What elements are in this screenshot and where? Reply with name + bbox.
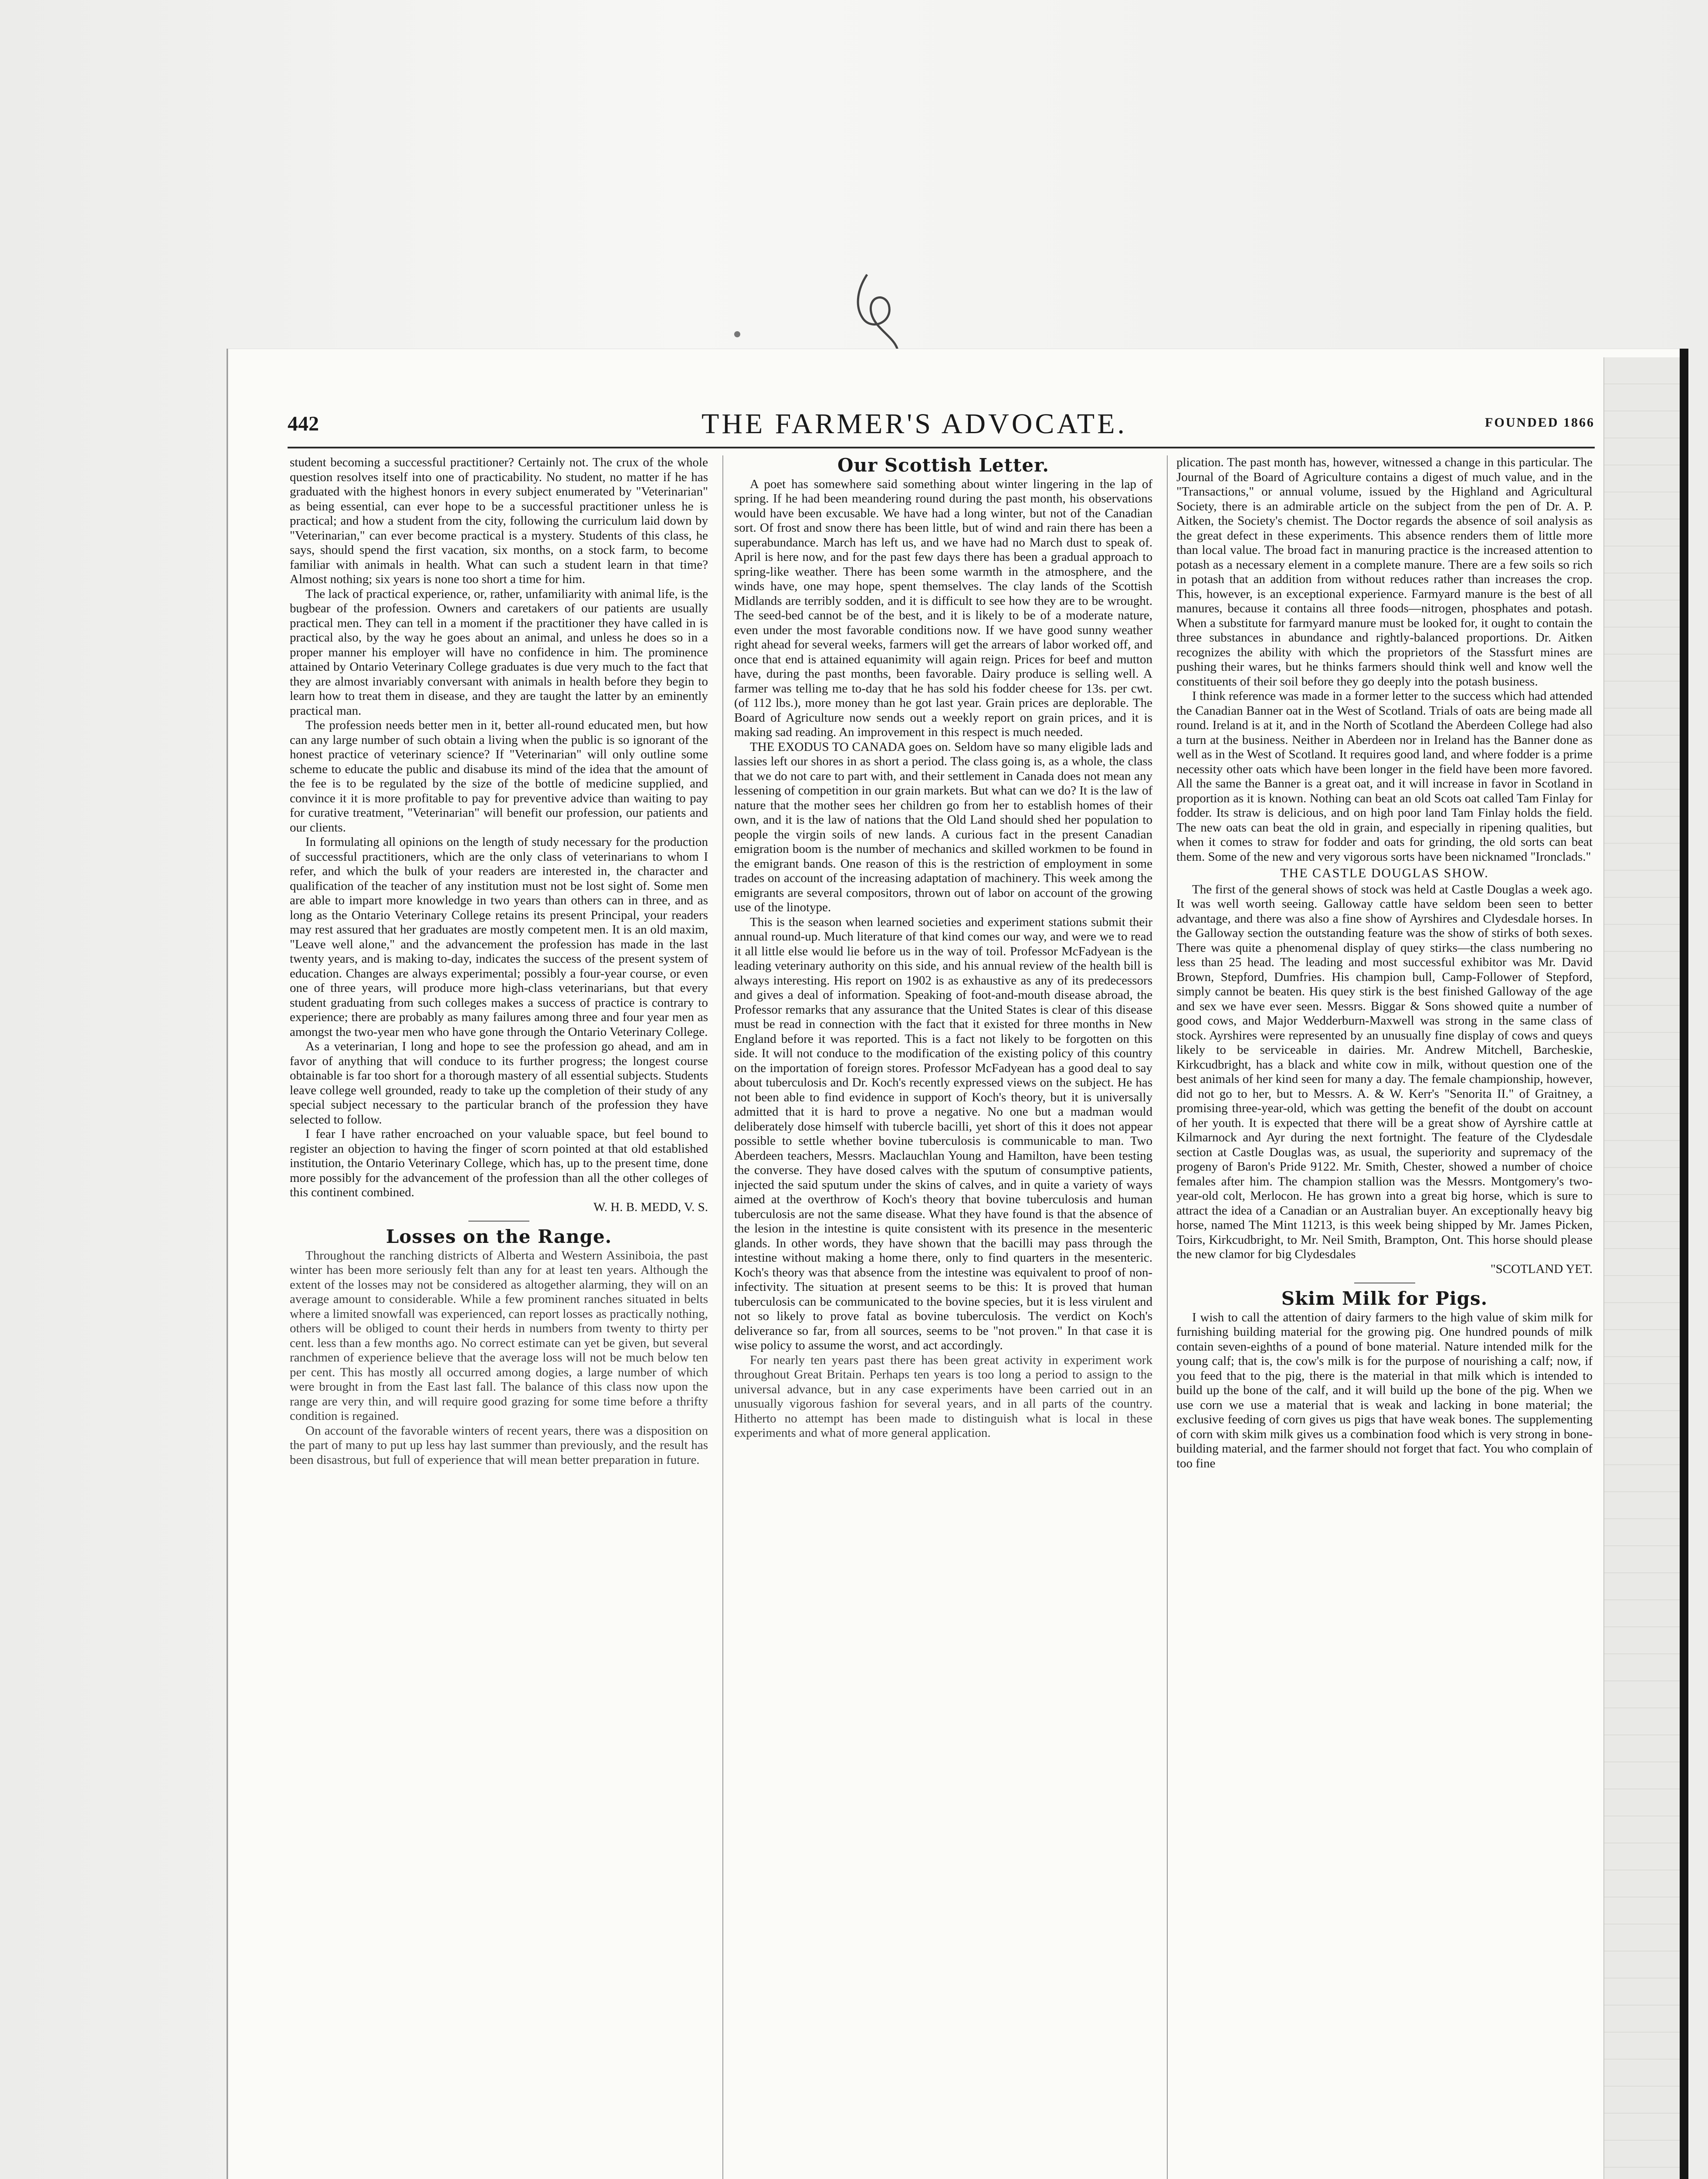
paragraph: This is the season when learned societies and experiment stations submit their annual round-up. Much literature of that kind comes our way, and were we to read it all little else would lie before us in the way of toil. Professor McFadyean is the leading veterinary authority on this side, and his annual review of the health bill is always interesting. His report on 1902 is as exhaustive as any of its predecessors and gives a deal of information. Speaking of foot-and-mouth disease abroad, the Professor remarks that any assurance that the United States is clear of this disease must be read in connection with the fact that it existed for three months in New England before it was reported. This is a fact not likely to be forgotten on this side. It will not conduce to the modification of the existing policy of this country on the importation of foreign stores. Professor McFadyean has a good deal to say about tuberculosis and Dr. Koch's recently expressed views on the subject. He has not been able to find evidence in support of Koch's theory, but it is universally admitted that it is hard to prove a negative. No one but a madman would deliberately dose himself with tubercle bacilli, yet short of this it does not appear possible to settle whether bovine tuberculosis is communicable to man. Two Aberdeen teachers, Messrs. Maclauchlan Young and Hamilton, have been testing the converse. They have dosed calves with the sputum of consumptive patients, injected the said sputum under the skins of calves, and in quite a variety of ways aimed at the overthrow of Koch's theory that bovine tuberculosis and human tuberculosis are not the same disease. What they have found is that the absence of the lesion in the intestine is quite consistent with its presence in the mesenteric glands. In other words, they have shown that the bacilli may pass through the intestine without making a home there, only to find quarters in the mesenteric. Koch's theory was that absence from the intestine was equivalent to proof of non-infectivity. The situation at present seems to be this: It is proved that human tuberculosis can be communicated to the bovine species, but it is less virulent and not so likely to prove fatal as bovine tuberculosis. The verdict on Koch's deliverance so far, from all sources, seems to be "not proven." In that case it is wise policy to assume the worst, and act accordingly. — [734, 915, 1152, 1352]
author-signature: W. H. B. MEDD, V. S. — [593, 1200, 708, 1214]
ink-dot — [734, 331, 740, 337]
article-title-scottish-letter: Our Scottish Letter. — [837, 455, 1050, 476]
paragraph: As a veterinarian, I long and hope to see the profession go ahead, and am in favor of anything that will conduce to its further progress; the longest course obtainable is far too short for a thorough mastery of all essential subjects. Students leave college well grounded, ready to take up the completion of their study of any special subject necessary to the particular branch of the profession they have selected to follow. — [290, 1039, 708, 1127]
author-signature: "SCOTLAND YET. — [1490, 1262, 1593, 1276]
paragraph: Throughout the ranching districts of Alberta and Western Assiniboia, the past winter has been more seriously felt than any for at least ten years. Although the extent of the losses may not be considered as altogether alarming, they will on an average amount to considerable. While a few prominent ranches situated in belts where a limited snowfall was experienced, can report losses as practically nothing, others will be obliged to count their herds in numbers from twenty to thirty per cent. less than a few months ago. No correct estimate can yet be given, but several ranchmen of experience believe that the average loss will not be much below ten per cent. This has mostly all occurred among dogies, a large number of which were brought in from the East last fall. The balance of this class now upon the range are very thin, and will require good grazing for some time before a thrifty condition is regained. — [290, 1248, 708, 1423]
page-header — [288, 407, 1595, 442]
paragraph: The lack of practical experience, or, rather, unfamiliarity with animal life, is the bugbear of the profession. Owners and caretakers of our patients are usually practical men. They can tell in a moment if the practitioner they have called in is practical also, by the way he goes about an animal, and unless he does so in a proper manner his employer will have no confidence in him. The prominence attained by Ontario Veterinary College graduates is due very much to the fact that they are almost invariably conversant with animals in health before they begin to learn how to treat them in disease, and they are taught the latter by an eminently practical man. — [290, 587, 708, 718]
founded-label: FOUNDED 1866 — [1485, 415, 1595, 430]
page-number: 442 — [288, 412, 319, 435]
article-title-skim-milk: Skim Milk for Pigs. — [1281, 1288, 1488, 1309]
paragraph: I wish to call the attention of dairy farmers to the high value of skim milk for furnishing building material for the growing pig. One hundred pounds of milk contain seven-eighths of a pound of bone material. Nature intended milk for the young calf; that is, the cow's milk is for the purpose of nourishing a calf; now, if you feed that to the pig, there is the material in that milk which is intended to build up the bone of the calf, and it will build up the bone of the pig. When we use corn we use a material that is weak and lacking in bone material; the exclusive feeding of corn gives us pigs that have weak bones. The supplementing of corn with skim milk gives us a combination food which is very strong in bone-building material, and the farmer should not forget that fact. You who complain of too fine — [1176, 1310, 1593, 1470]
column-2 — [734, 455, 1152, 2179]
column-1 — [290, 455, 708, 2179]
paragraph: The first of the general shows of stock was held at Castle Douglas a week ago. It was well worth seeing. Galloway cattle have seldom been seen to better advantage, and there was also a fine show of Ayrshires and Clydesdale horses. In the Galloway section the outstanding feature was the show of stirks of both sexes. There was quite a phenomenal display of quey stirks—the class numbering no less than 25 head. The leading and most successful exhibitor was Mr. David Brown, Stepford, Dumfries. His champion bull, Camp-Follower of Stepford, simply cannot be beaten. His quey stirk is the best finished Galloway of the age and sex we have ever seen. Messrs. Biggar & Sons showed quite a number of good cows, and Major Wedderburn-Maxwell was strong in the same class of stock. Ayrshires were represented by an unusually fine display of cows and queys likely to be serviceable in dairies. Mr. Andrew Mitchell, Barcheskie, Kirkcudbright, has a black and white cow in milk, without question one of the best animals of her kind seen for many a day. The female championship, however, did not go to her, but to Messrs. A. & W. Kerr's "Senorita II." of Graitney, a promising three-year-old, which was getting the benefit of the doubt on account of her youth. It is expected that there will be a great show of Ayrshire cattle at Kilmarnock and Ayr during the next fortnight. The feature of the Clydesdale section at Castle Douglas was, as usual, the superiority and supremacy of the progeny of Baron's Pride 9122. Mr. Smith, Chester, showed a number of choice females after him. The champion stallion was the Messrs. Montgomery's two-year-old colt, Merlocon. He has grown into a great big horse, which is sure to attract the idea of a Canadian or an Australian buyer. An exceptionally heavy big horse, named The Mint 11213, is this week being shipped by Mr. James Picken, Toirs, Kirkcudbright, to Mr. Neil Smith, Brampton, Ont. This horse should please the new clamor for big Clydesdales — [1176, 882, 1593, 1261]
paragraph: The profession needs better men in it, better all-round educated men, but how can any large number of such obtain a living when the public is so ignorant of the honest practice of veterinary science? If "Veterinarian" will only outline some scheme to educate the public and disabuse its mind of the idea that the amount of the fee is to be regulated by the size of the bottle of medicine supplied, and convince it it is more profitable to pay for preventive advice than waiting to pay for curative treatment, "Veterinarian" will benefit our profession, our patients and our clients. — [290, 718, 708, 835]
binding-edge — [1680, 349, 1688, 2179]
column-3 — [1176, 455, 1593, 2179]
adjacent-page-edge — [1603, 357, 1687, 2179]
paragraph: A poet has somewhere said something about winter lingering in the lap of spring. If he had been meandering round during the past month, his observations would have been excusable. We have had a long winter, but not of the Canadian sort. Of frost and snow there has been little, but of wind and rain there has been a superabundance. March has left us, and we have had no March dust to speak of. April is here now, and for the past few days there has been a gradual approach to spring-like weather. There has been some warmth in the atmosphere, and the winds have, one may hope, spent themselves. The clay lands of the Scottish Midlands are terribly sodden, and it is difficult to see how they are to be wrought. The seed-bed cannot be of the best, and it is likely to be of a moderate nature, even under the most favorable conditions now. If we have good sunny weather right ahead for several weeks, farmers will get the arrears of labor worked off, and once that end is attained equanimity will again reign. Prices for beef and mutton have, during the past months, been favorable. Dairy produce is selling well. A farmer was telling me to-day that he has sold his fodder cheese for 13s. per cwt. (of 112 lbs.), more money than he got last year. Grain prices are deplorable. The Board of Agriculture now sends out a weekly report on grain prices, and it is making sad reading. An improvement in this respect is much needed. — [734, 477, 1152, 739]
article-title-losses: Losses on the Range. — [386, 1226, 612, 1247]
paragraph: I fear I have rather encroached on your valuable space, but feel bound to register an objection to having the finger of scorn pointed at that old established institution, the Ontario Veterinary College, which has, up to the present time, done more possibly for the advancement of the profession than all the other colleges of this continent combined. — [290, 1127, 708, 1199]
paragraph: THE EXODUS TO CANADA goes on. Seldom have so many eligible lads and lassies left our shores in as short a period. The class going is, as a whole, the class that we do not care to part with, and their settlement in Canada does not mean any lessening of competition in our grain markets. But what can we do? It is the law of nature that the mother sees her children go from her to establish homes of their own, and it is the law of nations that the Old Land should shed her population to people the virgin soils of new lands. A curious fact in the present Canadian emigration boom is the number of mechanics and skilled workmen to be found in the emigrant bands. One reason of this is the restriction of employment in some trades on account of the increasing adaptation of machinery. This week among the emigrants are several compositors, thrown out of labor on account of the growing use of the linotype. — [734, 740, 1152, 914]
paragraph: For nearly ten years past there has been great activity in experiment work throughout Great Britain. Perhaps ten years is too long a period to assign to the universal advance, but in any case experiments have been carried out in an unusually vigorous fashion for several years, and in all parts of the country. Hitherto no attempt has been made to distinguish what is local in these experiments and what of more general application. — [734, 1353, 1152, 1440]
paragraph: plication. The past month has, however, witnessed a change in this particular. The Journal of the Board of Agriculture contains a digest of much value, and in the "Transactions," or annual volume, issued by the Highland and Agricultural Society, there is an admirable article on the subject from the pen of Dr. A. P. Aitken, the Society's chemist. The Doctor regards the absence of soil analysis as the great defect in these experiments. This absence renders them of little more than local value. The broad fact in manuring practice is the increased attention to potash as a necessary element in a complete manure. There are a few soils so rich in potash that an addition from without reduces rather than increases the crop. This, however, is an exceptional experience. Farmyard manure is the best of all manures, because it contains all three foods—nitrogen, phosphates and potash. When a substitute for farmyard manure must be looked for, it ought to contain the three substances in abundance and rightly-balanced proportions. Dr. Aitken recognizes the ability with which the proprietors of the Stassfurt mines are pushing their wares, but he thinks farmers should think well and know well the constituents of their soil before they go deeply into the potash business. — [1176, 455, 1593, 689]
paragraph: I think reference was made in a former letter to the success which had attended the Canadian Banner oat in the West of Scotland. Trials of oats are being made all round. Ireland is at it, and in the North of Scotland the Aberdeen College had also a turn at the business. Neither in Aberdeen nor in Ireland has the Banner done as well as in the West of Scotland. It requires good land, and where fodder is a prime necessity other oats which have been longer in the field have been more favored. All the same the Banner is a great oat, and it will increase in favor in Scotland in proportion as it is known. Nothing can beat an old Scots oat called Tam Finlay for fodder. Its straw is delicious, and on high poor land Tam Finlay holds the field. The new oats can beat the old in grain, and especially in ripening qualities, but when it comes to straw for fodder and oats for grinding, the old sorts can beat them. Some of the new and very vigorous sorts have been nicknamed "Ironclads." — [1176, 689, 1593, 864]
section-rule — [468, 1221, 529, 1222]
column-divider — [1167, 455, 1168, 2179]
subheading-castle-douglas: THE CASTLE DOUGLAS SHOW. — [1280, 866, 1489, 880]
header-rule — [288, 447, 1595, 448]
column-divider — [722, 455, 723, 2179]
masthead-title: THE FARMER'S ADVOCATE. — [702, 408, 1127, 440]
paragraph: In formulating all opinions on the length of study necessary for the production of successful practitioners, which are the only class of veterinarians to whom I refer, and which the bulk of your readers are interested in, the character and qualification of the teacher of any institution must not be lost sight of. Some men are able to impart more knowledge in two years than others can in three, and as long as the Ontario Veterinary College retains its present Principal, your readers may rest assured that her graduates are mostly competent men. It is an old maxim, "Leave well alone," and the advancement the profession has made in the last twenty years, and is making to-day, indicates the success of the present system of education. Changes are always experimental; possibly a four-year course, or even one of three years, will produce more high-class veterinarians, but that every student graduating from such colleges makes a success of practice is contrary to experience; there are probably as many failures among three and four year men as amongst the two-year men who have gone through the Ontario Veterinary College. — [290, 835, 708, 1039]
paragraph: student becoming a successful practitioner? Certainly not. The crux of the whole question resolves itself into one of practicability. No student, no matter if he has graduated with the highest honors in every subject enumerated by "Veterinarian" as being essential, can ever hope to be a successful practitioner unless he is practical; and how a student from the city, following the curriculum laid down by "Veterinarian," can ever become practical is a mystery. Students of this class, he says, should spend the first vacation, six months, on a stock farm, to become familiar with animals in health. What can such a student learn in that time? Almost nothing; six years is none too short a time for him. — [290, 455, 708, 586]
paragraph: On account of the favorable winters of recent years, there was a disposition on the part of many to put up less hay last summer than previously, and the result has been disastrous, but full of experience that will mean better preparation in future. — [290, 1423, 708, 1467]
pencil-scribble-mark — [841, 270, 915, 362]
